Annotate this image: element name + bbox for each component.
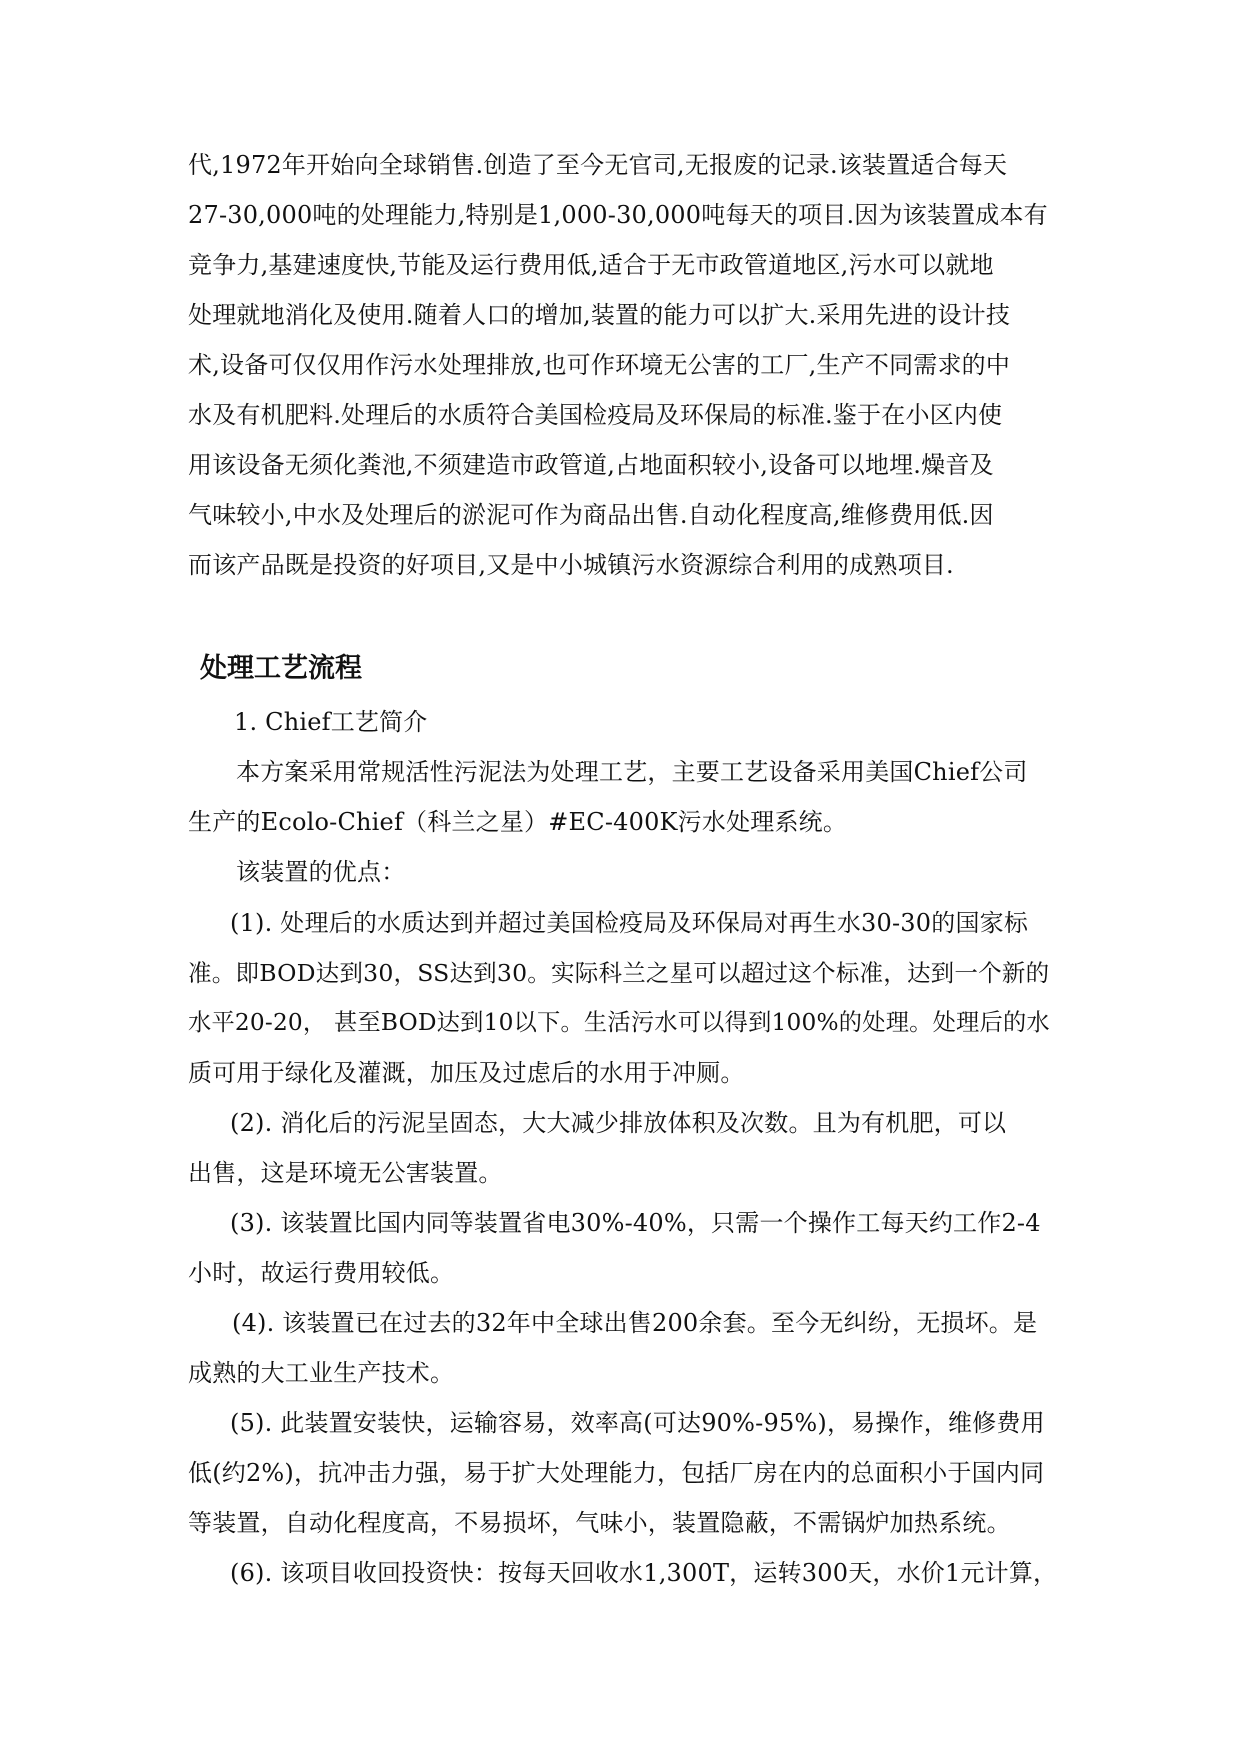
text-line: 术,设备可仅仅用作污水处理排放,也可作环境无公害的工厂,生产不同需求的中	[188, 351, 1011, 379]
list-item-6: (6). 该项目收回投资快：按每天回收水1,300T，运转300天，水价1元计算，	[230, 1559, 1058, 1587]
text-line: 出售，这是环境无公害装置。	[188, 1159, 503, 1187]
text-line: 27-30,000吨的处理能力,特别是1,000-30,000吨每天的项目.因为该装置成本有	[188, 201, 1048, 229]
text-line: 准。即BOD达到30，SS达到30。实际科兰之星可以超过这个标准，达到一个新的	[188, 959, 1050, 987]
text-line: 水及有机肥料.处理后的水质符合美国检疫局及环保局的标准.鉴于在小区内使	[188, 401, 1003, 429]
text-line: 用该设备无须化粪池,不须建造市政管道,占地面积较小,设备可以地埋.燥音及	[188, 451, 994, 479]
section-heading: 处理工艺流程	[200, 653, 362, 684]
text-line: 处理就地消化及使用.随着人口的增加,装置的能力可以扩大.采用先进的设计技	[188, 301, 1011, 329]
text-line: 小时，故运行费用较低。	[188, 1259, 455, 1287]
text-line: 水平20-20， 甚至BOD达到10以下。生活污水可以得到100%的处理。处理后的水	[188, 1009, 1050, 1036]
list-item-2: (2). 消化后的污泥呈固态，大大减少排放体积及次数。且为有机肥，可以	[230, 1109, 1007, 1137]
text-line: 本方案采用常规活性污泥法为处理工艺，主要工艺设备采用美国Chief公司	[236, 758, 1028, 786]
text-line: 竞争力,基建速度快,节能及运行费用低,适合于无市政管道地区,污水可以就地	[188, 251, 994, 279]
list-item-5: (5). 此装置安装快，运输容易，效率高(可达90%-95%)，易操作，维修费用	[230, 1409, 1045, 1437]
list-item-1: (1). 处理后的水质达到并超过美国检疫局及环保局对再生水30-30的国家标	[230, 909, 1029, 937]
text-line: 等装置，自动化程度高，不易损坏，气味小，装置隐蔽，不需锅炉加热系统。	[188, 1509, 1011, 1537]
subsection-title: 1. Chief工艺简介	[234, 708, 428, 736]
text-line: 代,1972年开始向全球销售.创造了至今无官司,无报废的记录.该装置适合每天	[188, 151, 1008, 179]
text-line: 成熟的大工业生产技术。	[188, 1359, 455, 1387]
text-line: 气味较小,中水及处理后的淤泥可作为商品出售.自动化程度高,维修费用低.因	[188, 501, 994, 529]
list-item-4: (4). 该装置已在过去的32年中全球出售200余套。至今无纠纷，无损坏。是	[232, 1309, 1038, 1337]
text-line: 而该产品既是投资的好项目,又是中小城镇污水资源综合利用的成熟项目.	[188, 551, 954, 579]
text-line: 低(约2%)，抗冲击力强，易于扩大处理能力，包括厂房在内的总面积小于国内同	[188, 1459, 1045, 1487]
text-line: 质可用于绿化及灌溉，加压及过虑后的水用于冲厕。	[188, 1059, 745, 1087]
text-line: 生产的Ecolo-Chief（科兰之星）#EC-400K污水处理系统。	[188, 808, 848, 836]
text-line: 该装置的优点：	[236, 858, 406, 886]
list-item-3: (3). 该装置比国内同等装置省电30%-40%，只需一个操作工每天约工作2-4	[230, 1209, 1041, 1237]
